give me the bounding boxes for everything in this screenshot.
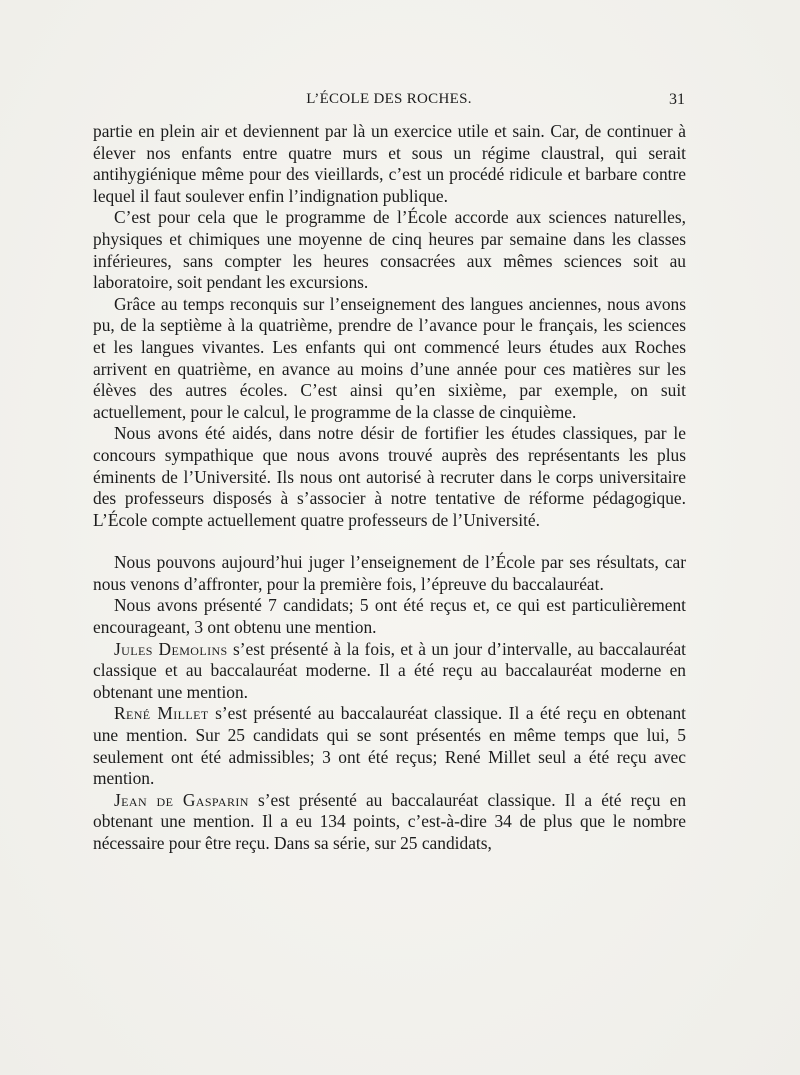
candidate-name: Jean de Gasparin [114,789,249,810]
paragraph-9-text: s’est présenté au baccalauréat classique. Il a été reçu en obtenant une mention. Il a eu 134 points, c’est-à-dire 34 de plus que le nombre nécessaire pour être reçu. Dans sa série, sur 25 candidats, [93,789,687,853]
paragraph-7-text: s’est présenté à la fois, et à un jour d’intervalle, au baccalauréat classique et au baccalauréat moderne. Il a été reçu au baccalauréat moderne en obtenant une mention. [93,638,686,702]
paragraph-8-text: s’est présenté au baccalauréat classique. Il a été reçu en obtenant une mention. Sur 25 candidats qui se sont présentés en même temps que lui, 5 seulement ont été admissibles; 3 ont été reçus; René Millet seul a été reçu avec mention. [93,703,686,789]
paragraph-6: Nous avons présenté 7 candidats; 5 ont été reçus et, ce qui est particulièrement encourageant, 3 ont obtenu une mention. [93,595,686,638]
running-head [93,91,685,111]
page-number: 31 [669,91,685,108]
paragraph-9 [93,790,686,855]
paragraph-2: C’est pour cela que le programme de l’École accorde aux sciences naturelles, physiques et chimiques une moyenne de cinq heures par semaine dans les classes inférieures, sans compter les heures consacrées aux mêmes sciences soit au laboratoire, soit pendant les excursions. [93,207,686,293]
running-title: L’ÉCOLE DES ROCHES. [306,91,472,107]
body-text [93,121,686,855]
paragraph-8 [93,703,686,789]
candidate-name: René Millet [114,703,209,724]
paragraph-1: partie en plein air et deviennent par là un exercice utile et sain. Car, de continuer à élever nos enfants entre quatre murs et sous un régime claustral, qui serait antihygiénique même pour des vieillards, c’est un procédé ridicule et barbare contre lequel il faut soulever enfin l’indignation publique. [93,121,686,206]
paragraph-3: Grâce au temps reconquis sur l’enseignement des langues anciennes, nous avons pu, de la septième à la quatrième, prendre de l’avance pour le français, les sciences et les langues vivantes. Les enfants qui ont commencé leurs études aux Roches arrivent en quatrième, en avance au moins d’une année pour ces matières sur les élèves des autres écoles. C’est ainsi qu’en sixième, par exemple, on suit actuellement, pour le calcul, le programme de la classe de cinquième. [93,293,686,422]
candidate-name: Jules Demolins [114,638,228,659]
paragraph-5: Nous pouvons aujourd’hui juger l’enseignement de l’École par ses résultats, car nous venons d’affronter, pour la première fois, l’épreuve du baccalauréat. [93,552,686,594]
paragraph-7 [93,639,686,704]
paragraph-4: Nous avons été aidés, dans notre désir de fortifier les études classiques, par le concours sympathique que nous avons trouvé auprès des représentants les plus éminents de l’Université. Ils nous ont autorisé à recruter dans le corps universitaire des professeurs disposés à s’associer à notre tentative de réforme pédagogique. L’École compte actuellement quatre professeurs de l’Université. [93,423,686,530]
